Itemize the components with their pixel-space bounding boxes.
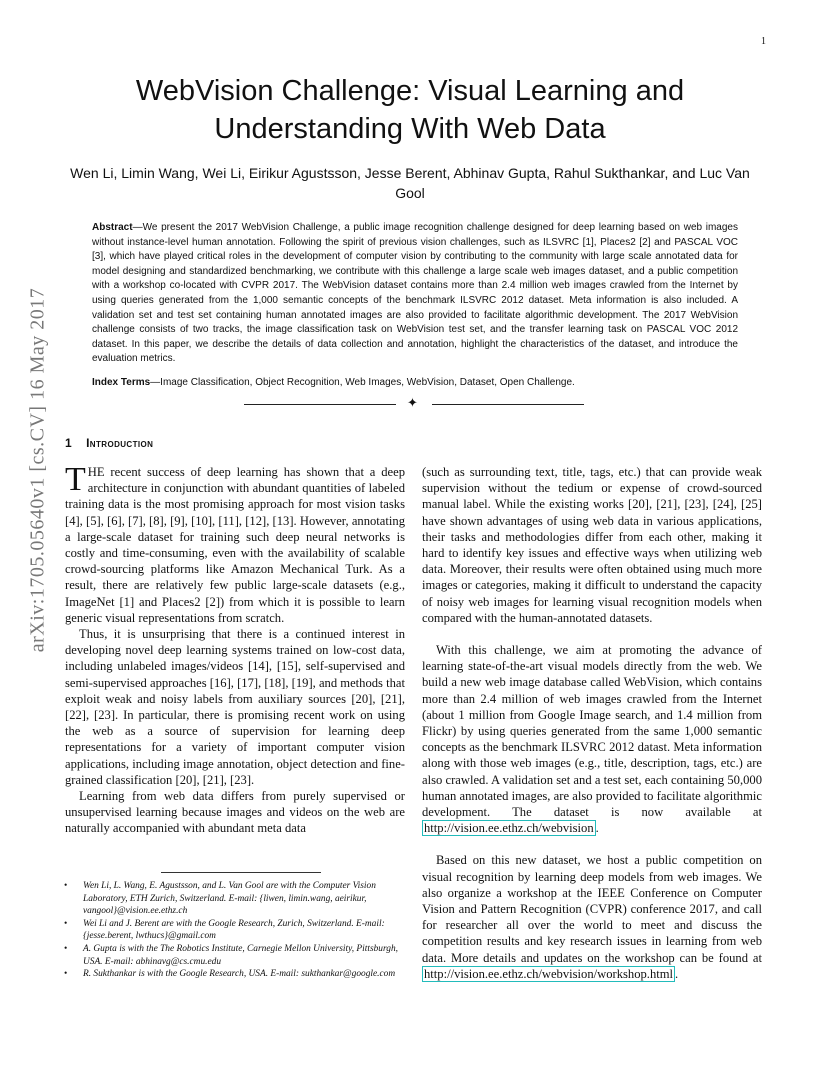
index-terms-text: —Image Classification, Object Recognition, Web Images, WebVision, Dataset, Open Challenge.	[150, 377, 575, 388]
right-paragraph-3-text: Based on this new dataset, we host a public competition on visual recognition by learning deep models from web images. We also organize a workshop at the IEEE Conference on Computer Vision and Pattern Recognition (CVPR) conference 2017, and call for researcher all over the world to meet and discuss the competition results and key research issues in learning from web data. More details and updates on the workshop can be found at	[422, 853, 762, 965]
intro-lead: HE	[87, 465, 105, 479]
separator-line-left	[244, 404, 396, 405]
right-paragraph-3	[422, 852, 762, 982]
footnote-item	[64, 943, 409, 968]
intro-paragraph-2: Thus, it is unsurprising that there is a continued interest in developing novel deep learning systems trained on low-cost data, including unlabeled images/videos [14], [15], self-supervised and semi-supervised approaches [16], [17], [18], [19], and methods that exploit weak and noisy labels from auxiliary sources [20], [21], [22], [23]. In particular, there is promising recent work on using the web as a source of supervision for learning deep representations for a variety of important computer vision applications, including image annotation, object detection and fine-grained classification [20], [21], [23].	[65, 627, 405, 787]
arxiv-identifier: arXiv:1705.05640v1 [cs.CV] 16 May 2017	[26, 287, 49, 653]
left-column	[65, 461, 405, 837]
section-title: Introduction	[86, 436, 154, 450]
drop-cap: T	[65, 461, 86, 498]
footnotes	[64, 880, 409, 981]
section-heading	[65, 436, 153, 450]
right-column	[422, 464, 762, 982]
separator-ornament-icon: ✦	[407, 396, 418, 411]
author-list: Wen Li, Limin Wang, Wei Li, Eirikur Agustsson, Jesse Berent, Abhinav Gupta, Rahul Sukthankar, and Luc Van Gool	[70, 165, 750, 201]
index-terms	[92, 376, 738, 390]
right-paragraph-2-end: .	[595, 821, 599, 836]
webvision-link[interactable]: http://vision.ee.ethz.ch/webvision	[424, 821, 594, 836]
bullet-icon: •	[64, 881, 68, 891]
abstract-label: Abstract	[92, 222, 133, 233]
intro-paragraph-3: Learning from web data differs from purely supervised or unsupervised learning because images and videos on the web are naturally accompanied with abundant meta data	[65, 789, 405, 836]
intro-paragraph-1-text: recent success of deep learning has shown that a deep architecture in conjunction with abundant quantities of labeled training data is the most promising approach for most vision tasks [4], [5], [6], [7], [8], [9], [10], [11], [12], [13]. However, annotating a large-scale dataset for training such deep neural networks is costly and time-consuming, even with the availability of scalable crowd-sourcing platforms like Amazon Mechanical Turk. As a result, there are relatively few public large-scale datasets (e.g., ImageNet [1] and Places2 [2]) from which it is possible to learn generic visual representations from scratch.	[65, 465, 405, 625]
footnote-text: A. Gupta is with the The Robotics Institute, Carnegie Mellon University, Pittsburgh, USA. E-mail: abhinavg@cs.cmu.edu	[83, 943, 398, 967]
arxiv-sidebar	[18, 270, 58, 670]
workshop-link[interactable]: http://vision.ee.ethz.ch/webvision/workshop.html	[424, 966, 674, 981]
footnote-text: Wei Li and J. Berent are with the Google Research, Zurich, Switzerland. E-mail: {jesse.berent, lwthucs}@gmail.com	[83, 918, 385, 942]
footnote-text: R. Sukthankar is with the Google Research, USA. E-mail: sukthankar@google.com	[83, 969, 396, 980]
abstract-text: —We present the 2017 WebVision Challenge, a public image recognition challenge designed for deep learning based on web images without instance-level human annotation. Following the spirit of previous vision challenges, such as ILSVRC [1], Places2 [2] and PASCAL VOC [3], which have played critical roles in the development of computer vision by contributing to the community with large scale annotated data for model designing and standardized benchmarking, we contribute with this challenge a large scale web images dataset, and a public competition with a workshop co-located with CVPR 2017. The WebVision dataset contains more than 2.4 million web images crawled from the Internet by using queries generated from the 1,000 semantic concepts of the benchmark ILSVRC 2012 dataset. Meta information is also included. A validation set and test set containing human annotated images are also provided to facilitate algorithmic development. The 2017 WebVision challenge consists of two tracks, the image classification task on WebVision test set, and the transfer learning task on PASCAL VOC 2012 dataset. In this paper, we describe the details of data collection and annotation, highlight the characteristics of the dataset, and introduce the evaluation metrics.	[92, 222, 738, 365]
bullet-icon: •	[64, 943, 68, 954]
right-paragraph-1: (such as surrounding text, title, tags, etc.) that can provide weak supervision without the tedium or expense of crowd-sourced manual label. While the existing works [20], [21], [23], [24], [25] have shown advantages of using web data in various applications, their tasks and methodologies differ from each other, making it hard to identify key issues and effective ways when utilizing web data. Moreover, their results were often obtained using much more images or categories, making it difficult to understand the capacity of noisy web images for learning visual recognition models when compared with the human-annotated datasets.	[422, 465, 762, 625]
paper-title: WebVision Challenge: Visual Learning and Understanding With Web Data	[135, 75, 685, 145]
footnote-rule	[161, 872, 321, 873]
footnote-item	[64, 968, 409, 981]
right-paragraph-3-end: .	[675, 966, 679, 981]
bullet-icon: •	[64, 969, 68, 980]
index-terms-label: Index Terms	[92, 377, 151, 388]
right-paragraph-2-text: With this challenge, we aim at promoting the advance of learning state-of-the-art visual models directly from the web. We build a new web image database called WebVision, which contains more than 2.4 million of web images crawled from the Internet (about 1 million from Google Image search, and 1.4 million from Flickr) by using queries generated from the same 1,000 semantic concepts as the benchmark ILSVRC 2012 datast. Meta information along with those web images (e.g., title, description, tags, etc.) are also crawled. A validation set and a test set, each containing 50,000 human annotated images, are also provided to facilitate algorithmic development. The dataset is now available at	[422, 643, 762, 820]
footnote-text: Wen Li, L. Wang, E. Agustsson, and L. Van Gool are with the Computer Vision Laboratory, ETH Zurich, Switzerland. E-mail: {liwen, limin.wang, aeirikur, vangool}@vision.ee.ethz.ch	[83, 881, 376, 917]
section-separator	[244, 398, 584, 412]
abstract	[92, 221, 738, 367]
separator-line-right	[432, 404, 584, 405]
intro-paragraph-1	[65, 461, 405, 626]
footnote-item	[64, 880, 409, 918]
section-number: 1	[65, 436, 73, 450]
footnote-item	[64, 918, 409, 943]
page-number: 1	[761, 36, 766, 47]
bullet-icon: •	[64, 918, 68, 929]
right-paragraph-2	[422, 642, 762, 836]
